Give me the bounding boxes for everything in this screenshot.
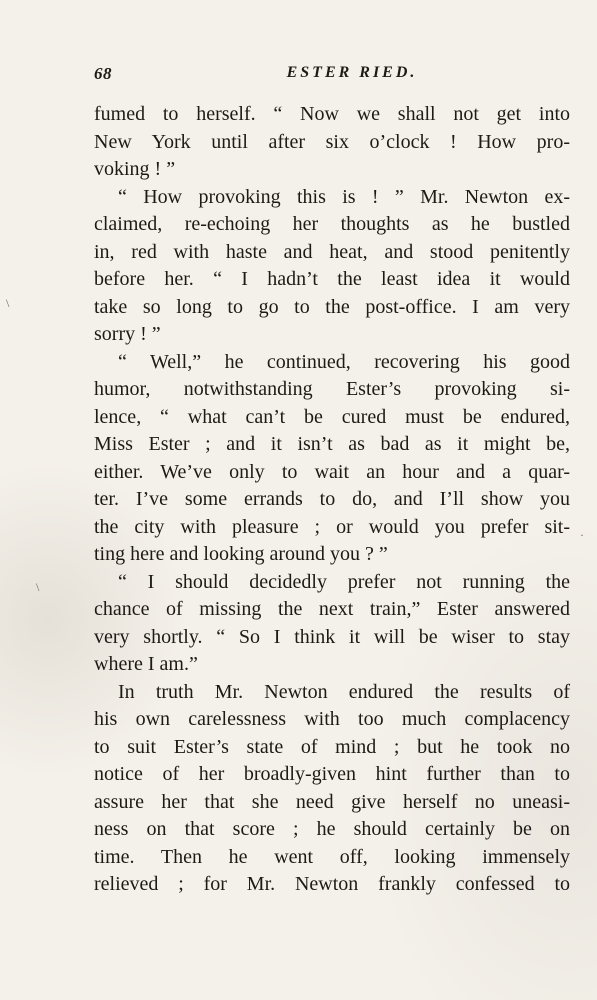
text-line: sorry ! ”	[94, 323, 161, 345]
running-title: ESTER RIED.	[286, 64, 418, 81]
text-line: fumed to herself. “ Now we shall not get into	[94, 103, 570, 125]
text-line: “ Well,” he continued, recovering his good	[118, 350, 570, 373]
text-line: humor, notwithstanding Ester’s provoking si-	[94, 378, 570, 400]
text-line: to suit Ester’s state of mind ; but he took no	[94, 735, 570, 758]
running-head	[94, 64, 570, 88]
text-line: voking ! ”	[94, 158, 176, 180]
text-line: lence, “ what can’t be cured must be endured,	[94, 405, 570, 428]
text-line: “ I should decidedly prefer not running the	[118, 570, 570, 593]
text-line: in, red with haste and heat, and stood penitently	[94, 240, 570, 263]
text-line: assure her that she need give herself no uneasi-	[94, 790, 570, 813]
text-line: “ How provoking this is ! ” Mr. Newton ex-	[118, 185, 570, 208]
text-line: very shortly. “ So I think it will be wiser to stay	[94, 625, 570, 648]
text-line: Miss Ester ; and it isn’t as bad as it might be,	[94, 433, 570, 455]
margin-mark: ·	[580, 528, 584, 542]
text-line: relieved ; for Mr. Newton frankly confessed to	[94, 873, 570, 895]
text-line: his own carelessness with too much complacency	[94, 708, 570, 730]
text-line: time. Then he went off, looking immensely	[94, 845, 570, 868]
text-line: the city with pleasure ; or would you prefer sit-	[94, 515, 570, 538]
text-line: where I am.”	[94, 653, 198, 675]
text-line: In truth Mr. Newton endured the results of	[118, 680, 570, 703]
text-line: ting here and looking around you ? ”	[94, 543, 388, 565]
text-line: ness on that score ; he should certainly be on	[94, 818, 570, 840]
text-line: New York until after six o’clock ! How pro-	[94, 130, 570, 153]
text-line: notice of her broadly-given hint further than to	[94, 763, 570, 785]
text-line: ter. I’ve some errands to do, and I’ll show you	[94, 488, 570, 510]
body-text	[94, 101, 570, 899]
text-line: take so long to go to the post-office. I am very	[94, 295, 570, 318]
text-line: claimed, re-echoing her thoughts as he bustled	[94, 213, 570, 235]
page-number: 68	[94, 64, 112, 83]
margin-mark: \	[36, 580, 40, 594]
margin-mark: \	[6, 296, 10, 310]
text-line: before her. “ I hadn’t the least idea it would	[94, 268, 570, 290]
text-line: chance of missing the next train,” Ester answered	[94, 598, 570, 620]
text-line: either. We’ve only to wait an hour and a quar-	[94, 460, 570, 483]
